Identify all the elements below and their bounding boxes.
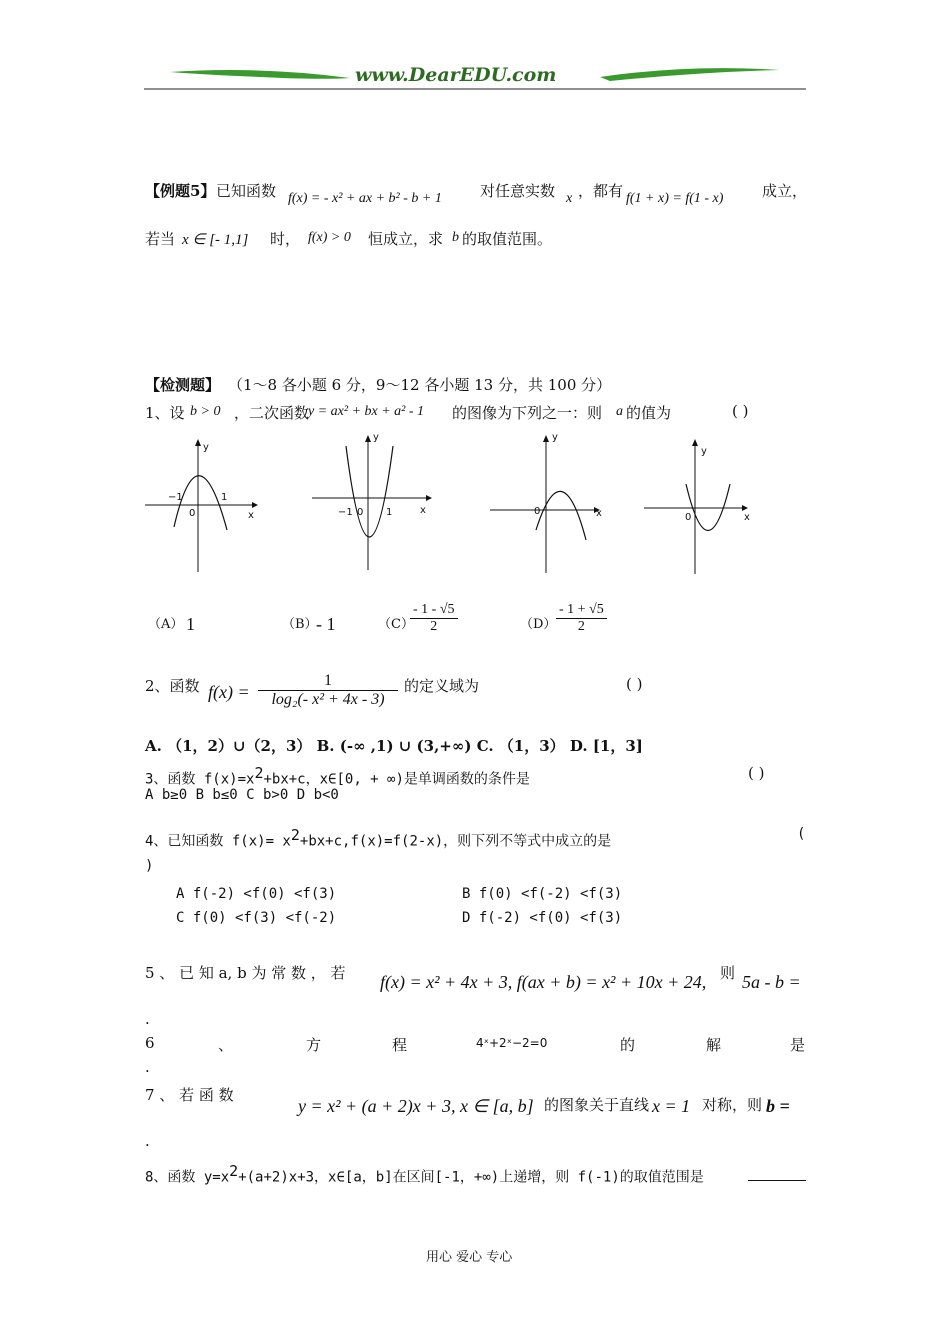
q2-fraction	[258, 672, 398, 709]
q4-stem	[145, 826, 611, 851]
test-description: （1～8 各小题 6 分，9～12 各小题 13 分，共 100 分）	[228, 376, 612, 394]
graph-a	[140, 432, 265, 577]
tick-label: 0	[534, 506, 541, 517]
page-footer: 用心 爱心 专心	[426, 1250, 513, 1265]
axis-label: x	[248, 510, 254, 521]
example-text: 若当	[145, 230, 176, 248]
q3-exponent: 2	[254, 764, 264, 782]
option-c-label: （C）	[378, 617, 414, 632]
tick-label: 0	[189, 508, 196, 519]
q6-text: 6	[145, 1034, 155, 1052]
option-d-label: （D）	[520, 617, 557, 632]
q2-text: 2、函数	[145, 677, 200, 695]
q5-answer-expr: 5a - b =	[742, 972, 801, 992]
fraction-denominator: log₂(- x² + 4x - 3)	[271, 691, 385, 708]
tick-label: 0	[685, 512, 692, 523]
arrow-icon	[365, 435, 371, 442]
q3-stem-text: +bx+c，x∈[0, + ∞)是单调函数的条件是	[263, 771, 530, 788]
axis-label: y	[552, 432, 558, 443]
q4-option-d: D f(-2) <f(0) <f(3)	[462, 910, 623, 926]
q2-options: A. （1，2）∪（2，3） B. (-∞ ,1) ∪ (3,+∞) C. （1，3） D. [1，3]	[145, 737, 643, 755]
arrow-icon	[252, 502, 258, 508]
q7-text: 对称，则	[702, 1096, 763, 1114]
fraction-numerator: 1	[258, 672, 398, 691]
arrow-icon	[195, 439, 201, 446]
example-text: 时，	[270, 230, 301, 248]
tick-label: 1	[386, 507, 393, 518]
parabola-curve	[536, 491, 586, 540]
q6-text: 解	[706, 1036, 722, 1054]
example-text: 已知函数	[216, 182, 277, 200]
example-text: 恒成立，求	[368, 230, 444, 248]
q3-stem	[145, 764, 530, 789]
header-url: www.DearEDU.com	[355, 64, 557, 86]
q6-text: 是	[790, 1036, 806, 1054]
example-symmetry: f(1 + x) = f(1 - x)	[626, 191, 724, 206]
example-condition: f(x) > 0	[308, 230, 351, 245]
q6-text: 、	[218, 1036, 234, 1054]
tick-label: 1	[221, 492, 228, 503]
tick-label: −1	[168, 492, 183, 503]
q4-exponent: 2	[290, 826, 300, 844]
parabola-curve	[346, 446, 393, 537]
q2-function: f(x) =	[208, 682, 250, 702]
q1-text: 1、设	[145, 404, 185, 422]
axis-label: x	[420, 505, 426, 516]
option-c-fraction	[410, 602, 458, 635]
q1-text: ，二次函数	[234, 404, 310, 422]
example-text: 对任意实数	[480, 182, 556, 200]
q4-option-c: C f(0) <f(3) <f(-2)	[176, 910, 337, 926]
example-text: ，都有	[578, 182, 624, 200]
q5-equations: f(x) = x² + 4x + 3, f(ax + b) = x² + 10x + 24,	[380, 972, 707, 992]
answer-blank[interactable]	[748, 1166, 806, 1181]
tick-label: 0	[357, 507, 364, 518]
q8-stem-text: +(a+2)x+3，x∈[a，b]在区间[-1，+∞)上递增，则 f(-1)的取值范围是	[238, 1169, 704, 1186]
q4-stem-text: +bx+c,f(x)=f(2-x)，则下列不等式中成立的是	[299, 833, 612, 850]
left-swoosh-shape	[170, 70, 350, 79]
q3-stem-text: 3、函数 f(x)=x	[145, 771, 255, 788]
example-var: x	[566, 191, 573, 206]
graph-b	[308, 428, 438, 573]
axis-label: x	[596, 508, 602, 519]
example-var: b	[452, 230, 459, 245]
answer-paren: (	[797, 826, 806, 842]
arrow-icon	[426, 495, 432, 501]
tick-label: −1	[338, 507, 353, 518]
q7-dot: .	[145, 1132, 150, 1150]
axis-label: x	[744, 512, 750, 523]
q7-text: 的图象关于直线	[544, 1096, 650, 1114]
example-interval: x ∈ [- 1,1]	[182, 232, 249, 248]
q5-dot: .	[145, 1010, 150, 1028]
answer-paren: ( )	[732, 402, 749, 420]
q1-var: a	[616, 404, 623, 419]
q6-equation: 4ˣ+2ˣ−2=0	[476, 1036, 548, 1050]
axis-label: y	[373, 432, 379, 443]
q8-exponent: 2	[229, 1162, 239, 1180]
axis-label: y	[203, 442, 209, 453]
q7-text: 7 、 若 函 数	[145, 1086, 234, 1104]
arrow-icon	[692, 439, 698, 446]
q2-text: 的定义域为	[404, 677, 480, 695]
q6-text: 程	[392, 1036, 408, 1054]
q7-function: y = x² + (a + 2)x + 3, x ∈ [a, b]	[298, 1096, 534, 1116]
option-d-fraction	[556, 602, 607, 635]
fraction-denominator: 2	[577, 619, 585, 634]
axis-label: y	[701, 446, 707, 457]
fraction-denominator: 2	[430, 619, 438, 634]
arrow-icon	[543, 435, 549, 442]
q6-text: 方	[306, 1036, 322, 1054]
option-a-label: （A）	[148, 617, 184, 632]
q4-option-b: B f(0) <f(-2) <f(3)	[462, 886, 623, 902]
right-swoosh-shape	[600, 68, 780, 81]
answer-paren: ( )	[748, 764, 765, 782]
q3-options: A b≥0 B b≤0 C b>0 D b<0	[145, 787, 339, 803]
answer-paren: ( )	[626, 675, 643, 693]
q1-function: y = ax² + bx + a² - 1	[308, 404, 425, 419]
example-label: 【例题5】	[145, 182, 216, 200]
fraction-numerator: - 1 + √5	[556, 602, 607, 619]
q1-text: 的值为	[626, 404, 672, 422]
test-label: 【检测题】	[145, 376, 221, 394]
q5-text: 5 、 已 知 a, b 为 常 数 ， 若	[145, 964, 346, 982]
q8-stem	[145, 1162, 704, 1187]
option-b-value: - 1	[316, 614, 336, 634]
q1-text: 的图像为下列之一：则	[452, 404, 603, 422]
arrow-icon	[742, 505, 748, 511]
q4-stem-text: 4、已知函数 f(x)= x	[145, 833, 291, 850]
q8-stem-text: 8、函数 y=x	[145, 1169, 230, 1186]
q4-option-a: A f(-2) <f(0) <f(3)	[176, 886, 337, 902]
graph-c	[486, 428, 611, 576]
parabola-curve	[686, 484, 730, 531]
option-a-value: 1	[186, 614, 195, 634]
q5-text: 则	[720, 964, 736, 982]
graph-d	[640, 432, 760, 577]
answer-paren: )	[145, 858, 154, 874]
q7-line: x = 1	[652, 1096, 691, 1116]
option-b-label: （B）	[282, 617, 318, 632]
q1-condition: b > 0	[190, 404, 221, 419]
fraction-numerator: - 1 - √5	[410, 602, 458, 619]
q7-answer-expr: b =	[766, 1096, 790, 1116]
example-text: 的取值范围。	[462, 230, 553, 248]
q6-text: 的	[620, 1036, 636, 1054]
q6-dot: .	[145, 1058, 150, 1076]
example-function: f(x) = - x² + ax + b² - b + 1	[288, 191, 442, 206]
example-text: 成立，	[762, 182, 808, 200]
